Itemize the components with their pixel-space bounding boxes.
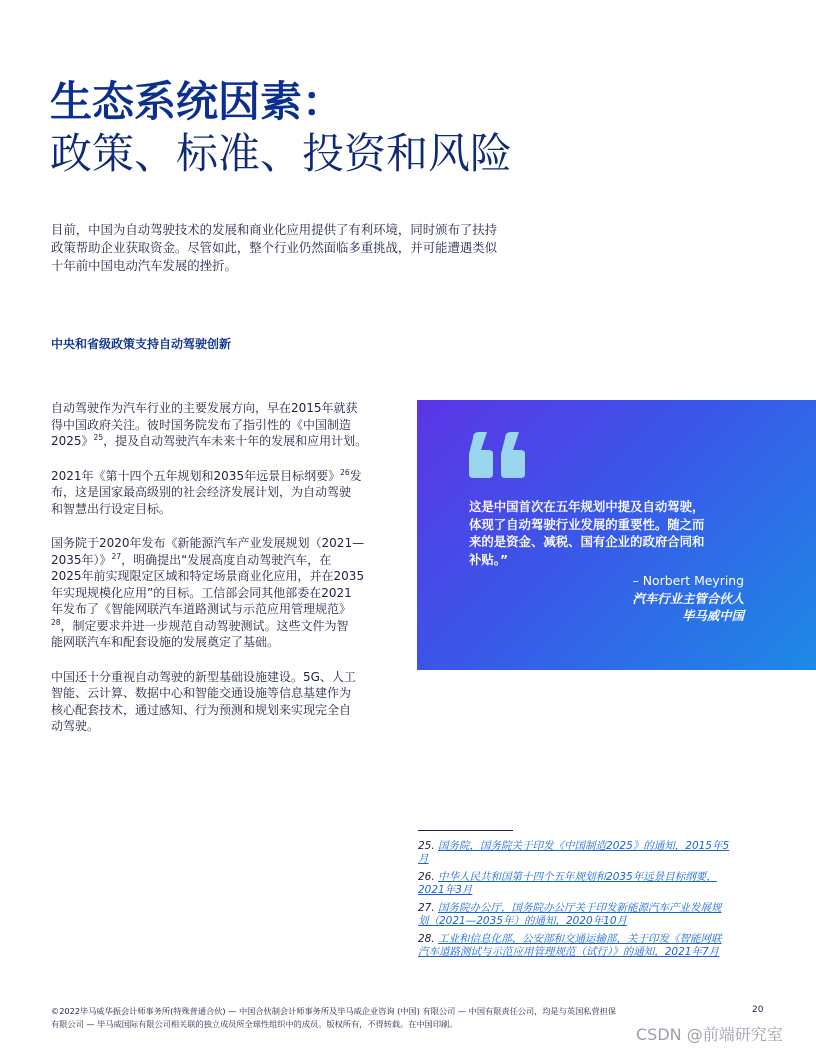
body-text: 2025》 [51, 434, 94, 448]
title-line-1: 生态系统因素： [50, 77, 345, 126]
body-line [51, 468, 401, 485]
footnote-number: 26. [418, 871, 435, 883]
body-text: ，制定要求并进一步规范自动驾驶测试。这些文件为智 [60, 618, 349, 633]
body-text: 发 [349, 468, 362, 483]
body-text: 2021年《第十四个五年规划和2035年远景目标纲要》 [51, 468, 341, 483]
body-line: 核心配套技术，通过感知、行为预测和规划来实现完全自 [51, 702, 352, 717]
quote-author: – Norbert Meyring [632, 573, 744, 588]
pull-quote-box [417, 400, 816, 670]
quote-line: 补贴。” [469, 551, 509, 567]
footnote-link[interactable]: 月 [418, 852, 429, 865]
body-line: 2025年前实现限定区域和特定场景商业化应用，并在2035 [51, 569, 365, 583]
body-line: 年发布了《智能网联汽车道路测试与示范应用管理规范》 [51, 602, 352, 616]
body-text: ，提及自动驾驶汽车未来十年的发展和应用计划。 [103, 434, 368, 448]
body-line: 自动驾驶作为汽车行业的主要发展方向，早在2015年就获 [51, 401, 358, 415]
intro-paragraph [51, 221, 531, 275]
quote-author-role: 汽车行业主管合伙人 [632, 590, 744, 606]
footnote-ref-28[interactable]: 28 [51, 617, 61, 627]
footnote-link[interactable]: 2021年3月 [418, 883, 473, 896]
quote-line: 体现了自动驾驶行业发展的重要性。随之而 [469, 516, 705, 532]
section-subheading: 中央和省级政策支持自动驾驶创新 [51, 337, 232, 351]
body-line: 布，这是国家最高级别的社会经济发展计划，为自动驾驶 [51, 485, 352, 499]
body-line: 年实现规模化应用”的目标。工信部会同其他部委在2021 [51, 585, 352, 600]
footnote-27[interactable] [418, 902, 778, 927]
footnotes [418, 840, 778, 964]
footnote-25[interactable] [418, 840, 778, 865]
body-column [51, 400, 401, 753]
quote-attribution [632, 572, 744, 625]
footnote-number: 28. [418, 933, 435, 945]
body-line: 国务院于2020年发布《新能源汽车产业发展规划（2021— [51, 536, 365, 550]
copyright-footer [51, 1005, 616, 1030]
body-line: 能网联汽车和配套设施的发展奠定了基础。 [51, 635, 280, 649]
quotation-mark-icon [469, 432, 525, 478]
footnote-26[interactable] [418, 871, 778, 896]
footnote-number: 25. [418, 840, 435, 852]
body-line [51, 552, 401, 569]
intro-line: 政策帮助企业获取资金。尽管如此，整个行业仍然面临多重挑战，并可能遭遇类似 [51, 240, 498, 255]
body-line: 动驾驶。 [51, 719, 100, 733]
footnote-ref-25[interactable]: 25 [93, 433, 104, 442]
footnote-link[interactable]: 工业和信息化部、公安部和交通运输部，关于印发《智能网联 [438, 933, 722, 945]
footnote-number: 27. [418, 902, 435, 914]
page-number: 20 [752, 1005, 764, 1015]
body-paragraph-4 [51, 669, 401, 735]
footnote-link[interactable]: 国务院办公厅，国务院办公厅关于印发新能源汽车产业发展规 [438, 902, 722, 914]
intro-line: 目前，中国为自动驾驶技术的发展和商业化应用提供了有利环境，同时颁布了扶持 [51, 222, 498, 237]
body-paragraph-3 [51, 535, 401, 651]
body-line: 中国还十分重视自动驾驶的新型基础设施建设。5G、人工 [51, 669, 356, 684]
watermark: CSDN @前端研究室 [636, 1025, 783, 1044]
footnote-ref-26[interactable]: 26 [340, 467, 350, 477]
intro-line: 十年前中国电动汽车发展的挫折。 [51, 258, 237, 273]
body-paragraph-2 [51, 468, 401, 518]
title-line-2: 政策、标准、投资和风险 [50, 129, 513, 178]
footer-line: ©2022毕马威华振会计师事务所(特殊普通合伙) — 中国合伙制会计师事务所及毕马威企业咨询 (中国) 有限公司 — 中国有限责任公司，均是与英国私营担保 [51, 1006, 617, 1016]
body-line: 得中国政府关注。彼时国务院发布了指引性的《中国制造 [51, 417, 352, 432]
body-line: 智能、云计算、数据中心和智能交通设施等信息基建作为 [51, 686, 352, 700]
page-title [50, 76, 512, 180]
quote-author-org: 毕马威中国 [682, 608, 744, 623]
body-line: 和智慧出行设定目标。 [51, 501, 172, 516]
footer-line: 有限公司 — 毕马威国际有限公司相关联的独立成员所全球性组织中的成员。版权所有，不得转载。在中国印刷。 [51, 1018, 458, 1029]
quote-text [469, 498, 704, 568]
footnote-link[interactable]: 划（2021—2035年）的通知，2020年10月 [418, 914, 628, 927]
quote-line: 来的是资金、减税、国有企业的政府合同和 [469, 534, 705, 549]
footnote-link[interactable]: 汽车道路测试与示范应用管理规范（试行）》的通知，2021年7月 [418, 945, 720, 958]
footnote-divider [418, 830, 513, 831]
footnote-28[interactable] [418, 933, 778, 958]
footnote-link[interactable]: 中华人民共和国第十四个五年规划和2035年远景目标纲要， [438, 871, 717, 883]
quote-line: 这是中国首次在五年规划中提及自动驾驶， [469, 499, 705, 514]
body-line [51, 433, 401, 450]
footnote-link[interactable]: 国务院，国务院关于印发《中国制造2025》的通知，2015年5 [438, 840, 730, 852]
body-text: ，明确提出“发展高度自动驾驶汽车，在 [121, 552, 332, 567]
body-text: 2035年）》 [51, 552, 112, 567]
body-line [51, 618, 401, 635]
body-paragraph-1 [51, 400, 401, 450]
footnote-ref-27[interactable]: 27 [111, 551, 122, 561]
